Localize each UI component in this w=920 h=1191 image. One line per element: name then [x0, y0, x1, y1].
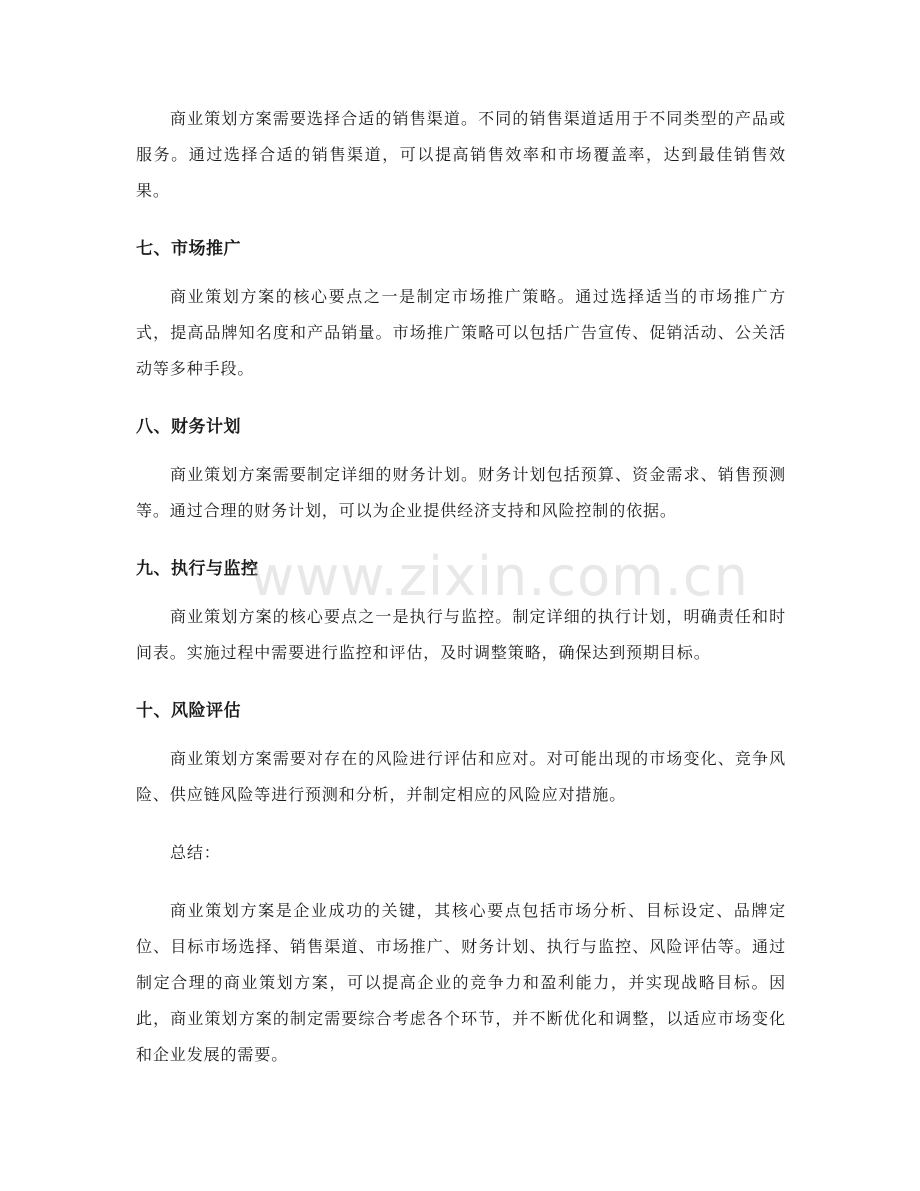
document-body	[136, 101, 786, 1073]
section-body-execution: 商业策划方案的核心要点之一是执行与监控。制定详细的执行计划，明确责任和时间表。实施过程中需要进行监控和评估，及时调整策略，确保达到预期目标。	[136, 607, 786, 662]
section-heading-finance: 八、财务计划	[136, 417, 241, 437]
section-body-risk: 商业策划方案需要对存在的风险进行评估和应对。对可能出现的市场变化、竞争风险、供应链风险等进行预测和分析，并制定相应的风险应对措施。	[136, 749, 786, 804]
summary-body: 商业策划方案是企业成功的关键，其核心要点包括市场分析、目标设定、品牌定位、目标市场选择、销售渠道、市场推广、财务计划、执行与监控、风险评估等。通过制定合理的商业策划方案，可以提高企业的竞争力和盈利能力，并实现战略目标。因此，商业策划方案的制定需要综合考虑各个环节，并不断优化和调整，以适应市场变化和企业发展的需要。	[136, 901, 786, 1064]
summary-label: 总结：	[170, 843, 221, 862]
section-heading-risk: 十、风险评估	[136, 701, 241, 721]
section-body-finance: 商业策划方案需要制定详细的财务计划。财务计划包括预算、资金需求、销售预测等。通过合理的财务计划，可以为企业提供经济支持和风险控制的依据。	[136, 465, 786, 520]
intro-paragraph: 商业策划方案需要选择合适的销售渠道。不同的销售渠道适用于不同类型的产品或服务。通过选择合适的销售渠道，可以提高销售效率和市场覆盖率，达到最佳销售效果。	[136, 109, 786, 200]
section-heading-execution: 九、执行与监控	[136, 559, 259, 579]
watermark-text: www.zixin.com.cn	[250, 545, 749, 608]
section-body-marketing: 商业策划方案的核心要点之一是制定市场推广策略。通过选择适当的市场推广方式，提高品牌知名度和产品销量。市场推广策略可以包括广告宣传、促销活动、公关活动等多种手段。	[136, 287, 786, 378]
section-heading-marketing: 七、市场推广	[136, 239, 241, 259]
